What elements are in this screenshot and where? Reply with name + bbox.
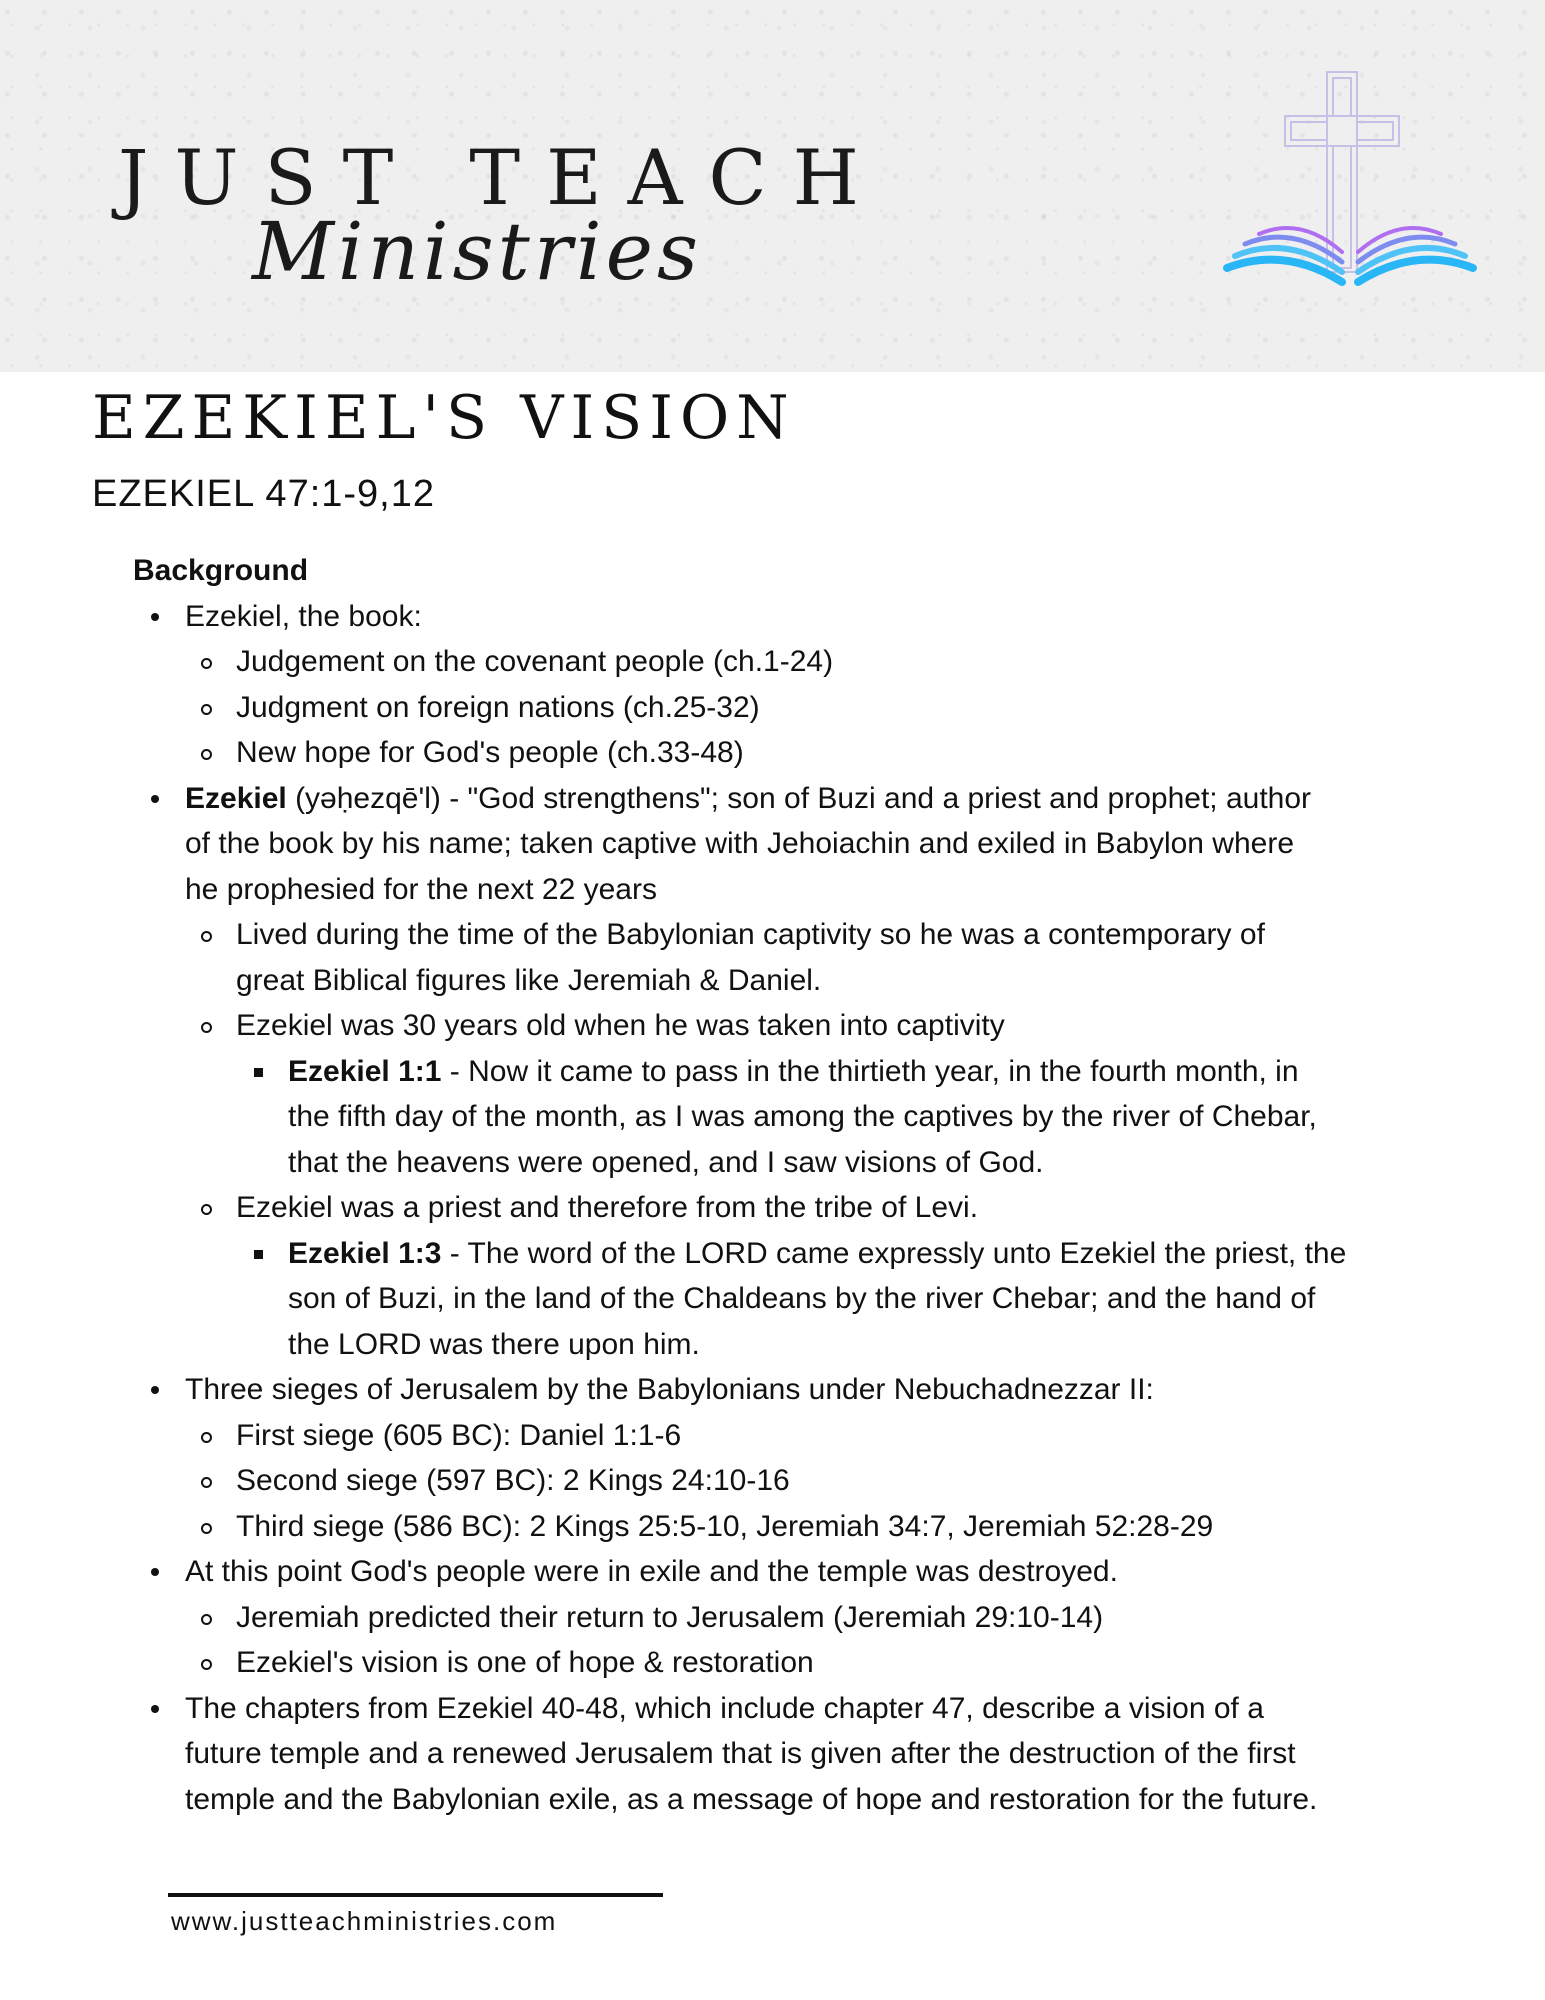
footer-divider	[168, 1893, 663, 1897]
list-item-line	[236, 639, 833, 685]
list-item-text: great Biblical figures like Jeremiah & Daniel.	[236, 963, 822, 997]
bullet-marker-icon	[201, 1022, 212, 1033]
list-item-line	[288, 1276, 1315, 1322]
bullet-marker-icon	[201, 658, 212, 669]
list-item-line	[288, 1322, 700, 1368]
bold-term: Ezekiel	[185, 781, 287, 815]
list-item-line	[185, 867, 657, 913]
list-item-text: future temple and a renewed Jerusalem that is given after the destruction of the first	[185, 1737, 1296, 1770]
list-item-text: The chapters from Ezekiel 40-48, which include chapter 47, describe a vision of a	[185, 1691, 1264, 1725]
list-item-text: the LORD was there upon him.	[288, 1327, 700, 1361]
section-heading: Background	[133, 554, 309, 587]
list-item-text: Lived during the time of the Babylonian captivity so he was a contemporary of	[236, 918, 1265, 951]
brand-script: Ministries	[252, 205, 703, 298]
list-item-line	[236, 730, 744, 776]
list-item-line	[236, 958, 821, 1004]
list-item-text: - Now it came to pass in the thirtieth year, in the fourth month, in	[441, 1054, 1299, 1088]
page-title: EZEKIEL'S VISION	[92, 383, 796, 453]
bullet-marker-icon	[151, 1568, 159, 1576]
list-item-line	[185, 1731, 1296, 1777]
list-item-line	[185, 1549, 1118, 1595]
bold-term: Ezekiel 1:1	[288, 1054, 442, 1088]
bullet-marker-icon	[254, 1068, 263, 1077]
bullet-marker-icon	[201, 931, 212, 942]
list-item-line	[288, 1049, 1299, 1095]
list-item-line	[185, 594, 422, 640]
list-item-text: Judgment on foreign nations (ch.25-32)	[236, 690, 760, 724]
brand-name: JUST TEACH	[118, 133, 885, 222]
cross-bible-logo-icon	[1215, 68, 1485, 308]
list-item-line	[236, 1458, 790, 1504]
list-item-line	[185, 1777, 1317, 1823]
list-item-text: son of Buzi, in the land of the Chaldeans by the river Chebar; and the hand of	[288, 1282, 1316, 1315]
list-item-line	[236, 1413, 681, 1459]
list-item-text: New hope for God's people (ch.33-48)	[236, 736, 744, 769]
list-item-line	[288, 1140, 1043, 1186]
bullet-marker-icon	[201, 1477, 212, 1488]
list-item-line	[185, 821, 1294, 867]
list-item-text: - The word of the LORD came expressly unto Ezekiel the priest, the	[441, 1236, 1347, 1270]
list-item-text: Judgement on the covenant people (ch.1-24)	[236, 645, 834, 678]
bullet-marker-icon	[201, 749, 212, 760]
list-item-text: Second siege (597 BC): 2 Kings 24:10-16	[236, 1464, 790, 1497]
list-item-line	[236, 1504, 1213, 1550]
list-item-line	[288, 1094, 1317, 1140]
bullet-marker-icon	[201, 1432, 212, 1443]
list-item-line	[236, 1595, 1103, 1641]
list-item-text: Third siege (586 BC): 2 Kings 25:5-10, Jeremiah 34:7, Jeremiah 52:28-29	[236, 1509, 1214, 1543]
list-item-line	[236, 912, 1265, 958]
bullet-marker-icon	[201, 1659, 212, 1670]
bullet-marker-icon	[151, 1705, 159, 1713]
list-item-line	[236, 1640, 814, 1686]
list-item-line	[185, 1367, 1154, 1413]
list-item-text: Ezekiel, the book:	[185, 599, 422, 633]
bullet-marker-icon	[254, 1250, 263, 1259]
bold-term: Ezekiel 1:3	[288, 1236, 442, 1270]
list-item-text: Ezekiel was 30 years old when he was taken into captivity	[236, 1009, 1005, 1042]
list-item-text: Ezekiel was a priest and therefore from the tribe of Levi.	[236, 1191, 979, 1224]
list-item-text: Three sieges of Jerusalem by the Babylonians under Nebuchadnezzar II:	[185, 1373, 1154, 1406]
list-item-line	[236, 1003, 1005, 1049]
list-item-text: At this point God's people were in exile and the temple was destroyed.	[185, 1555, 1118, 1588]
list-item-text: of the book by his name; taken captive with Jehoiachin and exiled in Babylon where	[185, 827, 1295, 860]
list-item-line	[185, 776, 1311, 822]
bullet-marker-icon	[201, 1614, 212, 1625]
bullet-marker-icon	[201, 1523, 212, 1534]
bullet-marker-icon	[151, 795, 159, 803]
list-item-text: the fifth day of the month, as I was among the captives by the river of Chebar,	[288, 1100, 1317, 1133]
list-item-text: Jeremiah predicted their return to Jerusalem (Jeremiah 29:10-14)	[236, 1600, 1104, 1634]
list-item-line	[236, 685, 760, 731]
list-item-text: Ezekiel's vision is one of hope & restoration	[236, 1646, 814, 1679]
header-banner	[0, 0, 1545, 372]
list-item-line	[185, 1686, 1264, 1732]
scripture-reference: EZEKIEL 47:1-9,12	[92, 473, 436, 515]
list-item-line	[236, 1185, 978, 1231]
bullet-marker-icon	[151, 1386, 159, 1394]
footer-url: www.justteachministries.com	[171, 1906, 558, 1936]
list-item-text: temple and the Babylonian exile, as a message of hope and restoration for the future.	[185, 1782, 1318, 1816]
list-item-text: (yəḥezqē'l) - "God strengthens"; son of Buzi and a priest and prophet; author	[286, 781, 1312, 815]
list-item-text: that the heavens were opened, and I saw visions of God.	[288, 1145, 1044, 1179]
bullet-marker-icon	[201, 704, 212, 715]
list-item-line	[288, 1231, 1346, 1277]
list-item-text: he prophesied for the next 22 years	[185, 872, 657, 906]
list-item-text: First siege (605 BC): Daniel 1:1-6	[236, 1418, 682, 1452]
bullet-marker-icon	[151, 613, 159, 621]
bullet-marker-icon	[201, 1204, 212, 1215]
